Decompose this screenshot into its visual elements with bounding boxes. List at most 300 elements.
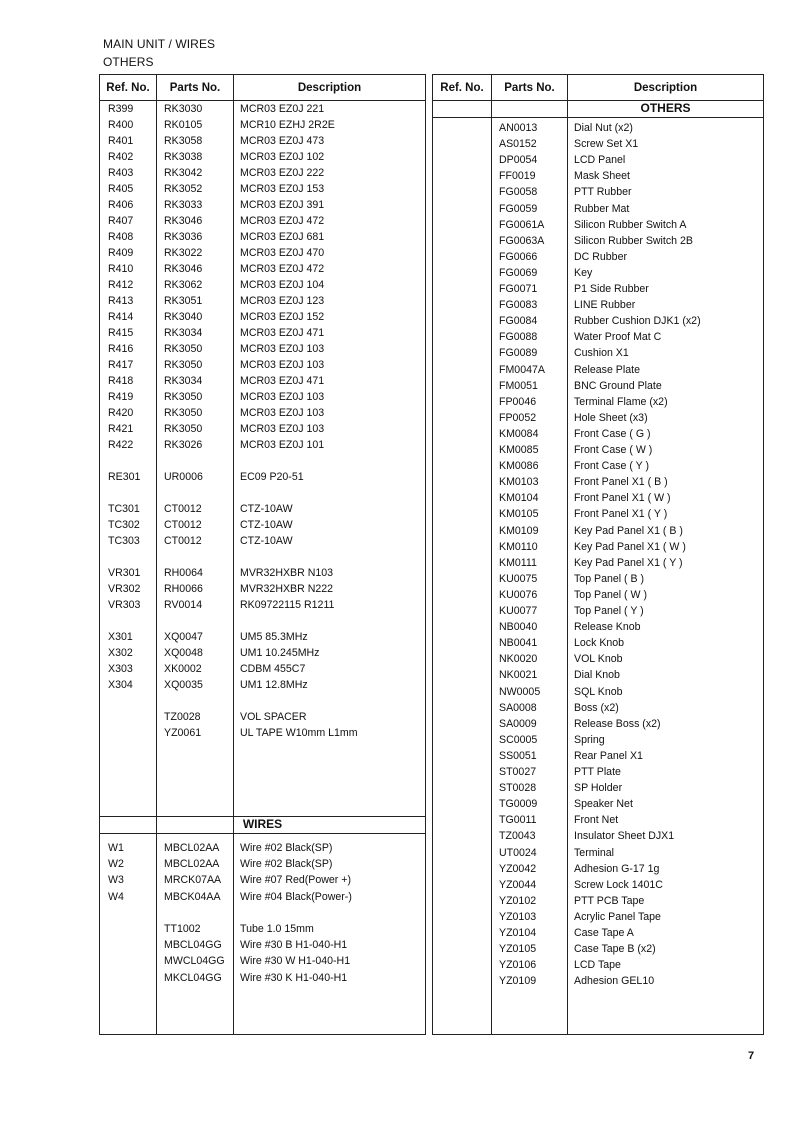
- description-cell: MCR03 EZ0J 123: [240, 295, 325, 307]
- description-cell: CDBM 455C7: [240, 663, 306, 675]
- table-row: [100, 661, 425, 677]
- description-cell: Front Case ( Y ): [574, 460, 649, 473]
- table-row: [100, 921, 425, 937]
- table-row: [100, 501, 425, 517]
- description-cell: Terminal Flame (x2): [574, 395, 668, 408]
- column-header-description: Description: [633, 82, 698, 94]
- table-row: [100, 325, 425, 341]
- table-row: [433, 957, 763, 973]
- description-cell: SQL Knob: [574, 685, 623, 698]
- parts-no-cell: RK3051: [164, 295, 203, 307]
- column-header-parts-no: Parts No.: [504, 82, 555, 94]
- ref-no-cell: R421: [108, 423, 134, 435]
- description-cell: Adhesion GEL10: [574, 975, 655, 988]
- description-cell: MCR10 EZHJ 2R2E: [240, 119, 335, 131]
- description-cell: Wire #30 B H1-040-H1: [240, 939, 348, 952]
- description-cell: Release Boss (x2): [574, 717, 661, 730]
- parts-no-cell: RK3030: [164, 103, 203, 115]
- page-number: 7: [748, 1050, 755, 1062]
- parts-no-cell: NW0005: [499, 685, 541, 698]
- description-cell: CTZ-10AW: [240, 535, 293, 547]
- description-cell: SP Holder: [574, 782, 623, 795]
- description-cell: MVR32HXBR N103: [240, 567, 334, 579]
- parts-no-cell: AN0013: [499, 122, 538, 134]
- ref-no-cell: R419: [108, 391, 134, 403]
- description-cell: Boss (x2): [574, 701, 619, 714]
- ref-no-cell: R399: [108, 103, 134, 115]
- parts-no-cell: RK3042: [164, 167, 203, 179]
- parts-no-cell: KM0109: [499, 524, 539, 537]
- description-cell: MCR03 EZ0J 470: [240, 247, 325, 259]
- description-cell: Rear Panel X1: [574, 749, 643, 762]
- description-cell: Release Knob: [574, 621, 641, 634]
- table-row: [100, 725, 425, 741]
- ref-no-cell: R416: [108, 343, 134, 355]
- parts-no-cell: CT0012: [164, 503, 202, 515]
- description-cell: Tube 1.0 15mm: [240, 923, 314, 935]
- parts-no-cell: KM0111: [499, 556, 537, 569]
- parts-no-cell: RK3040: [164, 311, 203, 323]
- parts-no-cell: RK3058: [164, 135, 203, 147]
- parts-no-cell: YZ0044: [499, 878, 537, 891]
- section-title-others: OTHERS: [640, 101, 691, 115]
- table-row: [433, 684, 763, 700]
- parts-no-cell: FP0052: [499, 411, 537, 424]
- parts-no-cell: MBCL04GG: [164, 939, 222, 952]
- table-row: [433, 458, 763, 474]
- table-row: [433, 442, 763, 458]
- ref-no-cell: R406: [108, 199, 134, 211]
- table-row: [433, 378, 763, 394]
- main-unit-wires-table: [99, 74, 426, 1035]
- page-subtitle: OTHERS: [103, 55, 154, 69]
- parts-no-cell: ST0027: [499, 766, 537, 778]
- description-cell: Key Pad Panel X1 ( W ): [574, 540, 686, 553]
- description-cell: MCR03 EZ0J 221: [240, 103, 325, 115]
- table-row: [100, 565, 425, 581]
- description-cell: MCR03 EZ0J 471: [240, 375, 325, 387]
- parts-no-cell: YZ0042: [499, 862, 537, 875]
- parts-no-cell: MBCL02AA: [164, 842, 220, 854]
- ref-no-cell: TC303: [108, 535, 140, 547]
- table-row: [100, 709, 425, 725]
- table-row: [433, 394, 763, 410]
- parts-no-cell: KM0086: [499, 460, 539, 473]
- parts-no-cell: YZ0061: [164, 727, 202, 739]
- description-cell: MCR03 EZ0J 103: [240, 391, 325, 403]
- description-cell: Wire #30 W H1-040-H1: [240, 955, 351, 968]
- table-row: [433, 426, 763, 442]
- table-row: [100, 181, 425, 197]
- table-row: [433, 861, 763, 877]
- parts-no-cell: KM0104: [499, 492, 539, 505]
- ref-no-cell: VR301: [108, 567, 141, 579]
- table-row: [433, 619, 763, 635]
- parts-no-cell: MRCK07AA: [164, 874, 222, 887]
- description-cell: BNC Ground Plate: [574, 379, 662, 392]
- description-cell: Dial Knob: [574, 669, 620, 682]
- parts-no-cell: TT1002: [164, 923, 201, 935]
- description-cell: Top Panel ( W ): [574, 588, 648, 601]
- description-cell: Release Plate: [574, 363, 640, 376]
- description-cell: Dial Nut (x2): [574, 122, 633, 134]
- ref-no-cell: X302: [108, 647, 133, 659]
- table-row: [100, 581, 425, 597]
- description-cell: MCR03 EZ0J 103: [240, 343, 325, 355]
- parts-no-cell: FG0061A: [499, 218, 545, 231]
- ref-no-cell: TC302: [108, 519, 140, 531]
- table-row: [433, 184, 763, 200]
- parts-no-cell: XQ0047: [164, 631, 203, 643]
- parts-no-cell: MBCL02AA: [164, 858, 220, 871]
- parts-no-cell: DP0054: [499, 154, 538, 167]
- ref-no-cell: R414: [108, 311, 134, 323]
- parts-no-cell: TZ0043: [499, 830, 536, 843]
- table-row: [100, 245, 425, 261]
- table-row: [100, 341, 425, 357]
- table-row: [433, 410, 763, 426]
- parts-no-cell: KM0085: [499, 444, 539, 456]
- ref-no-cell: W4: [108, 890, 124, 903]
- table-row: [433, 925, 763, 941]
- description-cell: UL TAPE W10mm L1mm: [240, 727, 358, 739]
- table-row: [100, 953, 425, 969]
- description-cell: DC Rubber: [574, 250, 627, 263]
- description-cell: UM1 12.8MHz: [240, 679, 308, 691]
- description-cell: Front Panel X1 ( Y ): [574, 508, 668, 521]
- description-cell: P1 Side Rubber: [574, 283, 649, 295]
- description-cell: Case Tape B (x2): [574, 943, 656, 956]
- parts-no-cell: MWCL04GG: [164, 955, 225, 968]
- table-row: [433, 152, 763, 168]
- table-row: [100, 101, 425, 117]
- table-row: [100, 970, 425, 986]
- description-cell: MCR03 EZ0J 153: [240, 183, 325, 195]
- description-cell: UM5 85.3MHz: [240, 631, 308, 643]
- table-row: [433, 796, 763, 812]
- parts-no-cell: CT0012: [164, 535, 202, 547]
- section-title-wires: WIRES: [242, 817, 283, 831]
- parts-no-cell: RK3050: [164, 407, 203, 419]
- parts-no-cell: RK3050: [164, 343, 203, 355]
- table-row: [100, 197, 425, 213]
- parts-no-cell: XK0002: [164, 663, 202, 675]
- parts-no-cell: FM0047A: [499, 363, 545, 376]
- ref-no-cell: R401: [108, 135, 134, 147]
- table-row: [433, 571, 763, 587]
- parts-no-cell: SA0008: [499, 701, 537, 714]
- description-cell: VOL SPACER: [240, 711, 307, 723]
- description-cell: Key Pad Panel X1 ( Y ): [574, 556, 683, 569]
- table-row: [433, 732, 763, 748]
- ref-no-cell: RE301: [108, 471, 141, 483]
- description-cell: Spring: [574, 733, 605, 746]
- parts-no-cell: KU0075: [499, 572, 538, 585]
- table-row: [100, 133, 425, 149]
- description-cell: MCR03 EZ0J 472: [240, 215, 325, 227]
- ref-no-cell: W3: [108, 874, 124, 887]
- parts-no-cell: RK0105: [164, 119, 203, 131]
- column-header-parts-no: Parts No.: [169, 82, 221, 94]
- table-row: [100, 389, 425, 405]
- parts-no-cell: RH0066: [164, 583, 203, 595]
- description-cell: Cushion X1: [574, 347, 629, 360]
- ref-no-cell: R407: [108, 215, 134, 227]
- table-row: [100, 357, 425, 373]
- description-cell: UM1 10.245MHz: [240, 647, 320, 659]
- table-row: [100, 213, 425, 229]
- description-cell: Lock Knob: [574, 637, 625, 650]
- description-cell: Front Case ( G ): [574, 427, 651, 440]
- table-row: [433, 941, 763, 957]
- ref-no-cell: R408: [108, 231, 134, 243]
- parts-no-cell: SA0009: [499, 717, 537, 730]
- ref-no-cell: R405: [108, 183, 134, 195]
- parts-no-cell: RK3022: [164, 247, 203, 259]
- table-row: [433, 635, 763, 651]
- parts-no-cell: YZ0106: [499, 959, 537, 972]
- parts-no-cell: YZ0103: [499, 910, 537, 923]
- table-row: [433, 249, 763, 265]
- parts-no-cell: FG0084: [499, 315, 538, 328]
- table-row: [100, 597, 425, 613]
- parts-no-cell: YZ0105: [499, 943, 537, 956]
- description-cell: Mask Sheet: [574, 170, 630, 183]
- parts-no-cell: KU0077: [499, 605, 538, 617]
- parts-no-cell: YZ0109: [499, 975, 537, 988]
- description-cell: Wire #02 Black(SP): [240, 842, 333, 854]
- parts-no-cell: RK3050: [164, 391, 203, 403]
- description-cell: LINE Rubber: [574, 299, 636, 312]
- column-header-ref-no: Ref. No.: [106, 82, 150, 94]
- table-row: [100, 277, 425, 293]
- table-row: [433, 136, 763, 152]
- table-row: [433, 474, 763, 490]
- description-cell: Insulator Sheet DJX1: [574, 830, 675, 843]
- parts-no-cell: RK3046: [164, 263, 203, 275]
- section-divider: [433, 117, 763, 118]
- ref-no-cell: R410: [108, 263, 134, 275]
- table-row: [100, 856, 425, 872]
- description-cell: Speaker Net: [574, 798, 633, 811]
- parts-no-cell: SC0005: [499, 733, 538, 746]
- table-row: [433, 345, 763, 361]
- description-cell: Acrylic Panel Tape: [574, 910, 661, 923]
- table-row: [433, 748, 763, 764]
- table-row: [433, 297, 763, 313]
- ref-no-cell: TC301: [108, 503, 140, 515]
- parts-no-cell: RV0014: [164, 599, 203, 611]
- ref-no-cell: VR303: [108, 599, 141, 611]
- parts-no-cell: FG0071: [499, 283, 538, 295]
- table-row: [433, 700, 763, 716]
- parts-no-cell: XQ0048: [164, 647, 203, 659]
- ref-no-cell: VR302: [108, 583, 141, 595]
- parts-no-cell: KM0110: [499, 540, 538, 553]
- table-row: [433, 539, 763, 555]
- description-cell: LCD Tape: [574, 959, 621, 972]
- description-cell: Front Net: [574, 814, 619, 827]
- section-divider: [100, 833, 425, 834]
- description-cell: Adhesion G-17 1g: [574, 862, 660, 875]
- description-cell: Screw Lock 1401C: [574, 878, 663, 891]
- parts-no-cell: RK3026: [164, 439, 203, 451]
- ref-no-cell: R403: [108, 167, 134, 179]
- description-cell: Hole Sheet (x3): [574, 411, 648, 424]
- description-cell: Silicon Rubber Switch A: [574, 218, 687, 231]
- description-cell: Top Panel ( Y ): [574, 605, 644, 617]
- description-cell: MCR03 EZ0J 102: [240, 151, 325, 163]
- table-row: [100, 117, 425, 133]
- ref-no-cell: X301: [108, 631, 133, 643]
- parts-no-cell: KM0103: [499, 476, 539, 489]
- description-cell: Rubber Mat: [574, 202, 630, 215]
- column-header-description: Description: [297, 82, 362, 94]
- description-cell: CTZ-10AW: [240, 503, 293, 515]
- parts-no-cell: NK0020: [499, 653, 538, 666]
- parts-no-cell: UR0006: [164, 471, 203, 483]
- parts-no-cell: RK3036: [164, 231, 203, 243]
- parts-no-cell: FG0059: [499, 202, 538, 215]
- table-row: [100, 165, 425, 181]
- description-cell: Wire #02 Black(SP): [240, 858, 333, 871]
- table-row: [100, 889, 425, 905]
- parts-no-cell: TG0011: [499, 814, 537, 827]
- parts-no-cell: YZ0104: [499, 927, 537, 939]
- table-row: [100, 469, 425, 485]
- description-cell: Wire #04 Black(Power-): [240, 890, 352, 903]
- parts-no-cell: TG0009: [499, 798, 538, 811]
- description-cell: LCD Panel: [574, 154, 626, 167]
- description-cell: EC09 P20-51: [240, 471, 304, 483]
- parts-no-cell: RK3034: [164, 375, 203, 387]
- table-row: [100, 517, 425, 533]
- table-row: [100, 293, 425, 309]
- description-cell: Front Case ( W ): [574, 444, 653, 456]
- ref-no-cell: R420: [108, 407, 134, 419]
- table-row: [433, 233, 763, 249]
- description-cell: MCR03 EZ0J 472: [240, 263, 325, 275]
- description-cell: Rubber Cushion DJK1 (x2): [574, 315, 701, 328]
- parts-no-cell: NK0021: [499, 669, 538, 682]
- description-cell: MCR03 EZ0J 473: [240, 135, 325, 147]
- description-cell: MCR03 EZ0J 152: [240, 311, 325, 323]
- ref-no-cell: R415: [108, 327, 134, 339]
- description-cell: Silicon Rubber Switch 2B: [574, 234, 693, 247]
- description-cell: Wire #07 Red(Power +): [240, 874, 351, 887]
- description-cell: Top Panel ( B ): [574, 572, 645, 585]
- parts-no-cell: FG0069: [499, 266, 538, 279]
- description-cell: MCR03 EZ0J 104: [240, 279, 325, 291]
- description-cell: MCR03 EZ0J 222: [240, 167, 325, 179]
- ref-no-cell: R400: [108, 119, 134, 131]
- table-row: [100, 261, 425, 277]
- parts-no-cell: AS0152: [499, 138, 537, 151]
- column-header-ref-no: Ref. No.: [440, 82, 484, 94]
- parts-no-cell: FG0063A: [499, 234, 545, 247]
- table-row: [433, 587, 763, 603]
- ref-no-cell: R409: [108, 247, 134, 259]
- table-row: [433, 828, 763, 844]
- parts-no-cell: RK3033: [164, 199, 203, 211]
- table-row: [433, 877, 763, 893]
- table-row: [433, 506, 763, 522]
- parts-no-cell: FG0083: [499, 299, 538, 312]
- parts-no-cell: KM0084: [499, 427, 539, 440]
- parts-no-cell: RK3034: [164, 327, 203, 339]
- table-row: [433, 780, 763, 796]
- table-row: [433, 973, 763, 989]
- description-cell: Case Tape A: [574, 927, 634, 939]
- description-cell: MCR03 EZ0J 103: [240, 407, 325, 419]
- table-row: [433, 362, 763, 378]
- parts-no-cell: RK3052: [164, 183, 203, 195]
- table-row: [100, 405, 425, 421]
- parts-no-cell: FG0089: [499, 347, 538, 360]
- table-row: [433, 313, 763, 329]
- description-cell: VOL Knob: [574, 653, 623, 666]
- table-row: [433, 845, 763, 861]
- description-cell: MCR03 EZ0J 103: [240, 359, 325, 371]
- table-row: [100, 533, 425, 549]
- description-cell: Wire #30 K H1-040-H1: [240, 971, 348, 984]
- parts-no-cell: RK3050: [164, 423, 203, 435]
- parts-no-cell: FM0051: [499, 379, 538, 392]
- description-cell: RK09722115 R1211: [240, 599, 335, 611]
- table-row: [433, 764, 763, 780]
- ref-no-cell: W1: [108, 842, 124, 854]
- ref-no-cell: R418: [108, 375, 134, 387]
- parts-no-cell: KU0076: [499, 588, 538, 601]
- table-row: [100, 629, 425, 645]
- parts-no-cell: ST0028: [499, 782, 537, 795]
- description-cell: Screw Set X1: [574, 138, 639, 151]
- description-cell: Front Panel X1 ( W ): [574, 492, 671, 505]
- ref-no-cell: X303: [108, 663, 133, 675]
- parts-no-cell: FG0058: [499, 186, 538, 199]
- table-row: [433, 716, 763, 732]
- description-cell: Key: [574, 266, 593, 279]
- description-cell: PTT PCB Tape: [574, 894, 645, 907]
- parts-no-cell: TZ0028: [164, 711, 201, 723]
- description-cell: MCR03 EZ0J 101: [240, 439, 325, 451]
- description-cell: MCR03 EZ0J 471: [240, 327, 325, 339]
- parts-no-cell: RK3050: [164, 359, 203, 371]
- description-cell: PTT Plate: [574, 766, 621, 778]
- table-row: [100, 437, 425, 453]
- ref-no-cell: R422: [108, 439, 134, 451]
- page-title: MAIN UNIT / WIRES: [103, 37, 216, 51]
- parts-no-cell: XQ0035: [164, 679, 203, 691]
- table-row: [100, 373, 425, 389]
- parts-no-cell: KM0105: [499, 508, 539, 521]
- parts-no-cell: RH0064: [164, 567, 203, 579]
- table-row: [100, 229, 425, 245]
- parts-no-cell: UT0024: [499, 846, 537, 859]
- ref-no-cell: X304: [108, 679, 133, 691]
- table-row: [433, 217, 763, 233]
- description-cell: Water Proof Mat C: [574, 331, 662, 344]
- table-row: [433, 667, 763, 683]
- ref-no-cell: R417: [108, 359, 134, 371]
- parts-no-cell: RK3062: [164, 279, 203, 291]
- table-row: [100, 149, 425, 165]
- ref-no-cell: R413: [108, 295, 134, 307]
- table-row: [433, 555, 763, 571]
- parts-no-cell: SS0051: [499, 749, 537, 762]
- parts-no-cell: FP0046: [499, 395, 537, 408]
- table-row: [433, 490, 763, 506]
